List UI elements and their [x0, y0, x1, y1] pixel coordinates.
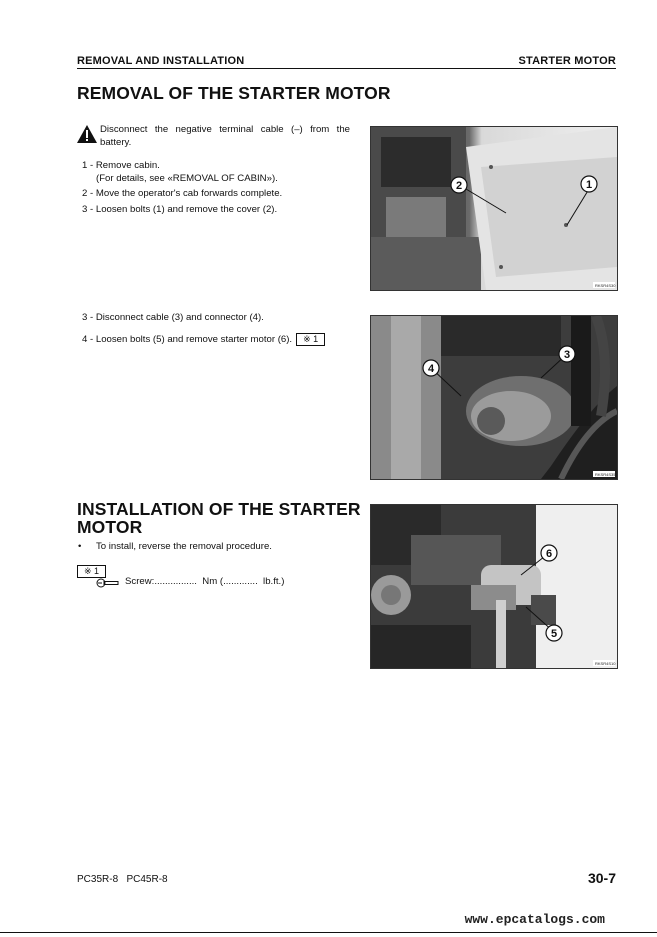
torque-value: Screw:................ Nm (............. lb.ft.) — [125, 576, 285, 587]
callout-2: 2 — [455, 180, 463, 192]
photo-code-1: RKSR4S30 — [595, 283, 616, 288]
photo-starter-cable — [370, 315, 618, 480]
callout-6: 6 — [545, 548, 553, 560]
step-loosen-bolts-cover: 3 - Loosen bolts (1) and remove the cover (2). — [82, 203, 278, 215]
photo-code-2: RKSR4S35 — [595, 472, 616, 477]
step-move-cab: 2 - Move the operator's cab forwards complete. — [82, 188, 283, 199]
installation-bullet-icon: • — [78, 541, 82, 552]
header-section: REMOVAL AND INSTALLATION — [77, 55, 245, 67]
photo-code-3: RKSR4S10 — [595, 661, 616, 666]
removal-steps-b — [82, 312, 352, 346]
installation-title-line1: INSTALLATION OF THE STARTER — [77, 499, 361, 519]
reference-note-box: ※ 1 — [296, 333, 325, 346]
callout-1: 1 — [585, 179, 593, 191]
header-rule — [77, 68, 616, 69]
step-remove-cabin-detail: (For details, see «REMOVAL OF CABIN»). — [96, 172, 278, 184]
callout-3: 3 — [563, 349, 571, 361]
step-remove-cabin: 1 - Remove cabin. — [82, 160, 160, 171]
installation-title-line2: MOTOR — [77, 517, 143, 537]
removal-steps-a — [82, 160, 352, 216]
step-remove-starter: 4 - Loosen bolts (5) and remove starter motor (6). — [82, 333, 293, 345]
website-link[interactable]: www.epcatalogs.com — [464, 912, 605, 927]
callout-4: 4 — [427, 363, 435, 375]
warning-text: Disconnect the negative terminal cable (–) from the battery. — [100, 124, 350, 148]
warning-triangle-icon — [76, 124, 98, 144]
installation-bullet: To install, reverse the removal procedure. — [96, 541, 272, 552]
photo-installation — [370, 504, 618, 669]
step-disconnect-cable: 3 - Disconnect cable (3) and connector (4). — [82, 312, 264, 323]
header-topic: STARTER MOTOR — [518, 55, 616, 67]
installation-reference-box: ※ 1 — [77, 565, 106, 578]
footer-models: PC35R-8 PC45R-8 — [77, 874, 168, 885]
bottom-rule — [0, 932, 657, 933]
footer-page-number: 30-7 — [587, 870, 616, 886]
removal-title: REMOVAL OF THE STARTER MOTOR — [77, 83, 391, 103]
callout-5: 5 — [550, 628, 558, 640]
torque-wrench-icon — [96, 576, 120, 588]
photo-cover-removal — [370, 126, 618, 291]
